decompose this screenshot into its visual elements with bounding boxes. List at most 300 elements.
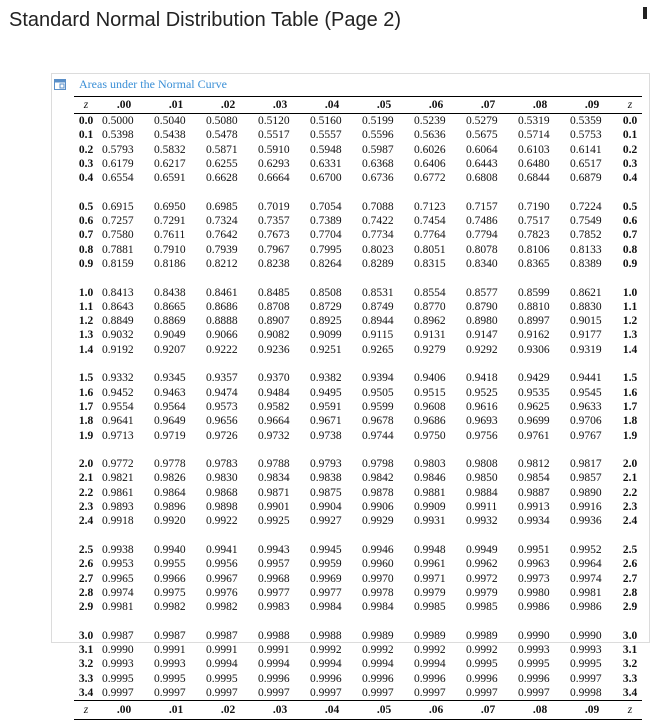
z-value-left: 1.6 — [78, 386, 94, 399]
probability-cell: 0.9678 — [362, 415, 394, 428]
probability-cell: 0.5199 — [362, 115, 394, 127]
probability-cell: 0.7291 — [154, 215, 186, 228]
probability-cell: 0.9948 — [414, 543, 446, 556]
probability-cell: 0.9332 — [102, 372, 134, 385]
probability-cell: 0.9750 — [414, 429, 446, 442]
probability-cell: 0.8830 — [570, 300, 602, 313]
probability-cell: 0.9772 — [102, 458, 134, 471]
column-footer: .00 — [98, 701, 150, 720]
probability-cell: 0.9941 — [206, 543, 238, 556]
probability-cell: 0.9991 — [154, 643, 186, 656]
probability-cell: 0.9995 — [518, 658, 550, 671]
probability-cell: 0.6293 — [258, 157, 290, 170]
probability-cell: 0.9854 — [518, 472, 550, 485]
probability-cell: 0.9985 — [466, 601, 498, 614]
probability-cell: 0.9345 — [154, 372, 186, 385]
probability-cell: 0.9901 — [258, 501, 290, 514]
z-value-right: 0.9 — [622, 257, 638, 270]
probability-cell: 0.9995 — [570, 658, 602, 671]
probability-cell: 0.9732 — [258, 429, 290, 442]
z-value-right: 0.1 — [622, 129, 638, 142]
table-row — [74, 414, 642, 428]
probability-cell: 0.5714 — [518, 129, 550, 142]
probability-cell: 0.9979 — [466, 586, 498, 599]
z-value-right: 3.0 — [622, 629, 638, 642]
probability-cell: 0.9922 — [206, 515, 238, 528]
z-value-left: 1.3 — [78, 329, 94, 342]
probability-cell: 0.9821 — [102, 472, 134, 485]
probability-cell: 0.9846 — [414, 472, 446, 485]
probability-cell: 0.5359 — [570, 115, 602, 127]
probability-cell: 0.9713 — [102, 429, 134, 442]
probability-cell: 0.5675 — [466, 129, 498, 142]
probability-cell: 0.9131 — [414, 329, 446, 342]
probability-cell: 0.5120 — [258, 115, 290, 127]
probability-cell: 0.9793 — [310, 458, 342, 471]
probability-cell: 0.8365 — [518, 257, 550, 270]
probability-cell: 0.9162 — [518, 329, 550, 342]
probability-cell: 0.9996 — [414, 672, 446, 685]
z-value-right: 0.5 — [622, 200, 638, 213]
z-value-left: 1.5 — [78, 372, 94, 385]
probability-cell: 0.9842 — [362, 472, 394, 485]
column-header: .01 — [150, 97, 202, 114]
probability-cell: 0.9830 — [206, 472, 238, 485]
probability-cell: 0.9222 — [206, 343, 238, 356]
z-value-right: 0.2 — [622, 143, 638, 156]
probability-cell: 0.9972 — [466, 572, 498, 585]
probability-cell: 0.9484 — [258, 386, 290, 399]
probability-cell: 0.8599 — [518, 286, 550, 299]
probability-cell: 0.5517 — [258, 129, 290, 142]
card-title: Areas under the Normal Curve — [79, 77, 227, 91]
probability-cell: 0.9953 — [102, 558, 134, 571]
probability-cell: 0.9931 — [414, 515, 446, 528]
probability-cell: 0.5000 — [102, 115, 134, 127]
probability-cell: 0.5040 — [154, 115, 186, 127]
probability-cell: 0.8438 — [154, 286, 186, 299]
probability-cell: 0.9981 — [102, 601, 134, 614]
probability-cell: 0.9960 — [362, 558, 394, 571]
probability-cell: 0.9693 — [466, 415, 498, 428]
z-value-right: 3.2 — [622, 658, 638, 671]
probability-cell: 0.9974 — [570, 572, 602, 585]
z-value-right: 2.5 — [622, 543, 638, 556]
column-header: .09 — [566, 97, 618, 114]
table-row — [74, 328, 642, 342]
z-value-right: 3.4 — [622, 686, 638, 699]
z-value-right: 1.4 — [622, 343, 638, 356]
probability-cell: 0.5832 — [154, 143, 186, 156]
z-value-left: 2.5 — [78, 543, 94, 556]
probability-cell: 0.9812 — [518, 458, 550, 471]
probability-cell: 0.6480 — [518, 157, 550, 170]
probability-cell: 0.6808 — [466, 172, 498, 185]
probability-cell: 0.6179 — [102, 157, 134, 170]
probability-cell: 0.9996 — [466, 672, 498, 685]
probability-cell: 0.9370 — [258, 372, 290, 385]
probability-cell: 0.9987 — [206, 629, 238, 642]
probability-cell: 0.9970 — [362, 572, 394, 585]
probability-cell: 0.9927 — [310, 515, 342, 528]
probability-cell: 0.9463 — [154, 386, 186, 399]
probability-cell: 0.9997 — [258, 686, 290, 699]
probability-cell: 0.7357 — [258, 215, 290, 228]
probability-cell: 0.6915 — [102, 200, 134, 213]
probability-cell: 0.6103 — [518, 143, 550, 156]
z-value-left: 0.6 — [78, 215, 94, 228]
probability-cell: 0.8849 — [102, 315, 134, 328]
probability-cell: 0.6844 — [518, 172, 550, 185]
z-value-left: 1.1 — [78, 300, 94, 313]
probability-cell: 0.9988 — [310, 629, 342, 642]
probability-cell: 0.9982 — [206, 601, 238, 614]
probability-cell: 0.9357 — [206, 372, 238, 385]
table-row — [74, 171, 642, 185]
probability-cell: 0.9911 — [466, 501, 498, 514]
probability-cell: 0.5910 — [258, 143, 290, 156]
column-header: .08 — [514, 97, 566, 114]
probability-cell: 0.9997 — [518, 686, 550, 699]
table-row — [74, 629, 642, 643]
z-value-right: 1.1 — [622, 300, 638, 313]
probability-cell: 0.9878 — [362, 486, 394, 499]
group-spacer-cell — [74, 357, 642, 371]
probability-cell: 0.5596 — [362, 129, 394, 142]
probability-cell: 0.9995 — [206, 672, 238, 685]
group-spacer — [74, 443, 642, 457]
probability-cell: 0.8289 — [362, 257, 394, 270]
table-row — [74, 400, 642, 414]
probability-cell: 0.9545 — [570, 386, 602, 399]
probability-cell: 0.9976 — [206, 586, 238, 599]
probability-cell: 0.5753 — [570, 129, 602, 142]
group-spacer-cell — [74, 271, 642, 285]
probability-cell: 0.5279 — [466, 115, 498, 127]
probability-cell: 0.9997 — [414, 686, 446, 699]
probability-cell: 0.9115 — [362, 329, 394, 342]
probability-cell: 0.6255 — [206, 157, 238, 170]
z-value-right: 1.2 — [622, 315, 638, 328]
probability-cell: 0.9980 — [518, 586, 550, 599]
probability-cell: 0.9994 — [362, 658, 394, 671]
table-row — [74, 429, 642, 443]
z-value-right: 2.3 — [622, 501, 638, 514]
probability-cell: 0.9382 — [310, 372, 342, 385]
probability-cell: 0.5557 — [310, 129, 342, 142]
probability-cell: 0.9719 — [154, 429, 186, 442]
probability-cell: 0.8643 — [102, 300, 134, 313]
probability-cell: 0.9990 — [102, 643, 134, 656]
column-header: .00 — [98, 97, 150, 114]
table-row — [74, 657, 642, 671]
probability-cell: 0.9949 — [466, 543, 498, 556]
probability-cell: 0.8944 — [362, 315, 394, 328]
probability-cell: 0.9573 — [206, 400, 238, 413]
probability-cell: 0.9997 — [362, 686, 394, 699]
table-row — [74, 257, 642, 271]
probability-cell: 0.6664 — [258, 172, 290, 185]
probability-cell: 0.9920 — [154, 515, 186, 528]
z-value-right: 0.7 — [622, 229, 638, 242]
probability-cell: 0.9868 — [206, 486, 238, 499]
z-table — [74, 96, 642, 720]
header-row — [74, 97, 642, 114]
probability-cell: 0.9918 — [102, 515, 134, 528]
probability-cell: 0.9992 — [466, 643, 498, 656]
probability-cell: 0.9319 — [570, 343, 602, 356]
probability-cell: 0.9996 — [258, 672, 290, 685]
page-title: Standard Normal Distribution Table (Page 2) — [9, 9, 402, 31]
z-value-right: 0.4 — [622, 172, 638, 185]
z-value-left: 0.3 — [78, 157, 94, 170]
probability-cell: 0.9177 — [570, 329, 602, 342]
probability-cell: 0.9608 — [414, 400, 446, 413]
probability-cell: 0.9984 — [310, 601, 342, 614]
probability-cell: 0.5080 — [206, 115, 238, 127]
probability-cell: 0.6368 — [362, 157, 394, 170]
probability-cell: 0.9881 — [414, 486, 446, 499]
probability-cell: 0.9767 — [570, 429, 602, 442]
probability-cell: 0.9641 — [102, 415, 134, 428]
z-value-left: 1.9 — [78, 429, 94, 442]
table-row — [74, 557, 642, 571]
table-row — [74, 314, 642, 328]
probability-cell: 0.9429 — [518, 372, 550, 385]
probability-cell: 0.7939 — [206, 243, 238, 256]
probability-cell: 0.9990 — [518, 629, 550, 642]
probability-cell: 0.8238 — [258, 257, 290, 270]
probability-cell: 0.8554 — [414, 286, 446, 299]
column-footer: .09 — [566, 701, 618, 720]
scrollbar-thumb[interactable] — [643, 7, 647, 19]
probability-cell: 0.9582 — [258, 400, 290, 413]
probability-cell: 0.9989 — [414, 629, 446, 642]
probability-cell: 0.7881 — [102, 243, 134, 256]
probability-cell: 0.9946 — [362, 543, 394, 556]
probability-cell: 0.6026 — [414, 143, 446, 156]
probability-cell: 0.7611 — [154, 229, 186, 242]
probability-cell: 0.5160 — [310, 115, 342, 127]
probability-cell: 0.6331 — [310, 157, 342, 170]
probability-cell: 0.6443 — [466, 157, 498, 170]
probability-cell: 0.9884 — [466, 486, 498, 499]
z-value-right: 2.1 — [622, 472, 638, 485]
probability-cell: 0.9871 — [258, 486, 290, 499]
probability-cell: 0.8665 — [154, 300, 186, 313]
probability-cell: 0.8997 — [518, 315, 550, 328]
probability-cell: 0.7910 — [154, 243, 186, 256]
column-footer: .05 — [358, 701, 410, 720]
z-value-left: 2.4 — [78, 515, 94, 528]
probability-cell: 0.8023 — [362, 243, 394, 256]
probability-cell: 0.6736 — [362, 172, 394, 185]
probability-cell: 0.7454 — [414, 215, 446, 228]
probability-cell: 0.9788 — [258, 458, 290, 471]
probability-cell: 0.9616 — [466, 400, 498, 413]
probability-cell: 0.9505 — [362, 386, 394, 399]
probability-cell: 0.7734 — [362, 229, 394, 242]
probability-cell: 0.9997 — [102, 686, 134, 699]
z-value-right: 2.2 — [622, 486, 638, 499]
probability-cell: 0.9988 — [258, 629, 290, 642]
z-value-right: 2.4 — [622, 515, 638, 528]
probability-cell: 0.8577 — [466, 286, 498, 299]
probability-cell: 0.8051 — [414, 243, 446, 256]
probability-cell: 0.7019 — [258, 200, 290, 213]
z-value-right: 1.3 — [622, 329, 638, 342]
probability-cell: 0.9671 — [310, 415, 342, 428]
probability-cell: 0.9649 — [154, 415, 186, 428]
probability-cell: 0.9959 — [310, 558, 342, 571]
probability-cell: 0.5636 — [414, 129, 446, 142]
probability-cell: 0.8212 — [206, 257, 238, 270]
probability-cell: 0.8729 — [310, 300, 342, 313]
probability-cell: 0.9963 — [518, 558, 550, 571]
probability-cell: 0.9981 — [570, 586, 602, 599]
z-value-left: 2.6 — [78, 558, 94, 571]
probability-cell: 0.9934 — [518, 515, 550, 528]
probability-cell: 0.9656 — [206, 415, 238, 428]
probability-cell: 0.9996 — [362, 672, 394, 685]
z-value-right: 2.8 — [622, 586, 638, 599]
probability-cell: 0.9306 — [518, 343, 550, 356]
z-value-right: 2.0 — [622, 458, 638, 471]
probability-cell: 0.7224 — [570, 200, 602, 213]
probability-cell: 0.9978 — [362, 586, 394, 599]
probability-cell: 0.9989 — [362, 629, 394, 642]
probability-cell: 0.7704 — [310, 229, 342, 242]
table-row — [74, 686, 642, 701]
probability-cell: 0.9994 — [414, 658, 446, 671]
probability-cell: 0.9962 — [466, 558, 498, 571]
probability-cell: 0.6628 — [206, 172, 238, 185]
z-value-right: 1.0 — [622, 286, 638, 299]
group-spacer — [74, 529, 642, 543]
z-value-right: 3.3 — [622, 672, 638, 685]
probability-cell: 0.9893 — [102, 501, 134, 514]
table-row — [74, 471, 642, 485]
z-value-left: 0.8 — [78, 243, 94, 256]
probability-cell: 0.7642 — [206, 229, 238, 242]
probability-cell: 0.9664 — [258, 415, 290, 428]
probability-cell: 0.9904 — [310, 501, 342, 514]
z-value-left: 3.1 — [78, 643, 94, 656]
probability-cell: 0.8264 — [310, 257, 342, 270]
table-row — [74, 371, 642, 385]
probability-cell: 0.7764 — [414, 229, 446, 242]
probability-cell: 0.7422 — [362, 215, 394, 228]
probability-cell: 0.8708 — [258, 300, 290, 313]
probability-cell: 0.9887 — [518, 486, 550, 499]
probability-cell: 0.9474 — [206, 386, 238, 399]
probability-cell: 0.9975 — [154, 586, 186, 599]
probability-cell: 0.7794 — [466, 229, 498, 242]
probability-cell: 0.6554 — [102, 172, 134, 185]
probability-cell: 0.9890 — [570, 486, 602, 499]
column-footer: .07 — [462, 701, 514, 720]
column-footer: .02 — [202, 701, 254, 720]
probability-cell: 0.9452 — [102, 386, 134, 399]
footer-row — [74, 701, 642, 720]
probability-cell: 0.9916 — [570, 501, 602, 514]
probability-cell: 0.9987 — [154, 629, 186, 642]
probability-cell: 0.7088 — [362, 200, 394, 213]
probability-cell: 0.9967 — [206, 572, 238, 585]
probability-cell: 0.7852 — [570, 229, 602, 242]
probability-cell: 0.7190 — [518, 200, 550, 213]
probability-cell: 0.9898 — [206, 501, 238, 514]
probability-cell: 0.8461 — [206, 286, 238, 299]
probability-cell: 0.9418 — [466, 372, 498, 385]
probability-cell: 0.9633 — [570, 400, 602, 413]
probability-cell: 0.9955 — [154, 558, 186, 571]
probability-cell: 0.8508 — [310, 286, 342, 299]
probability-cell: 0.9726 — [206, 429, 238, 442]
probability-cell: 0.9147 — [466, 329, 498, 342]
probability-cell: 0.8925 — [310, 315, 342, 328]
probability-cell: 0.9977 — [258, 586, 290, 599]
probability-cell: 0.9991 — [258, 643, 290, 656]
probability-cell: 0.7324 — [206, 215, 238, 228]
probability-cell: 0.9817 — [570, 458, 602, 471]
probability-cell: 0.9997 — [206, 686, 238, 699]
probability-cell: 0.7967 — [258, 243, 290, 256]
probability-cell: 0.9850 — [466, 472, 498, 485]
table-row — [74, 343, 642, 357]
probability-cell: 0.5438 — [154, 129, 186, 142]
probability-cell: 0.9803 — [414, 458, 446, 471]
probability-cell: 0.9938 — [102, 543, 134, 556]
probability-cell: 0.9406 — [414, 372, 446, 385]
probability-cell: 0.9968 — [258, 572, 290, 585]
probability-cell: 0.9996 — [518, 672, 550, 685]
z-value-right: 1.9 — [622, 429, 638, 442]
probability-cell: 0.9778 — [154, 458, 186, 471]
probability-cell: 0.9993 — [570, 643, 602, 656]
z-value-right: 3.1 — [622, 643, 638, 656]
table-row — [74, 200, 642, 214]
probability-cell: 0.9599 — [362, 400, 394, 413]
probability-cell: 0.9991 — [206, 643, 238, 656]
probability-cell: 0.7157 — [466, 200, 498, 213]
probability-cell: 0.5478 — [206, 129, 238, 142]
probability-cell: 0.9957 — [258, 558, 290, 571]
table-row — [74, 243, 642, 257]
probability-cell: 0.9049 — [154, 329, 186, 342]
table-row — [74, 672, 642, 686]
column-footer: .01 — [150, 701, 202, 720]
table-row — [74, 457, 642, 471]
table-row — [74, 500, 642, 514]
probability-cell: 0.9441 — [570, 372, 602, 385]
probability-cell: 0.9394 — [362, 372, 394, 385]
probability-cell: 0.8686 — [206, 300, 238, 313]
probability-cell: 0.9997 — [570, 672, 602, 685]
expand-icon[interactable] — [54, 79, 66, 90]
probability-cell: 0.5793 — [102, 143, 134, 156]
probability-cell: 0.9699 — [518, 415, 550, 428]
z-value-left: 3.2 — [78, 658, 94, 671]
probability-cell: 0.9875 — [310, 486, 342, 499]
probability-cell: 0.8531 — [362, 286, 394, 299]
probability-cell: 0.5239 — [414, 115, 446, 127]
probability-cell: 0.9838 — [310, 472, 342, 485]
probability-cell: 0.6950 — [154, 200, 186, 213]
probability-cell: 0.9936 — [570, 515, 602, 528]
probability-cell: 0.9993 — [102, 658, 134, 671]
probability-cell: 0.7517 — [518, 215, 550, 228]
